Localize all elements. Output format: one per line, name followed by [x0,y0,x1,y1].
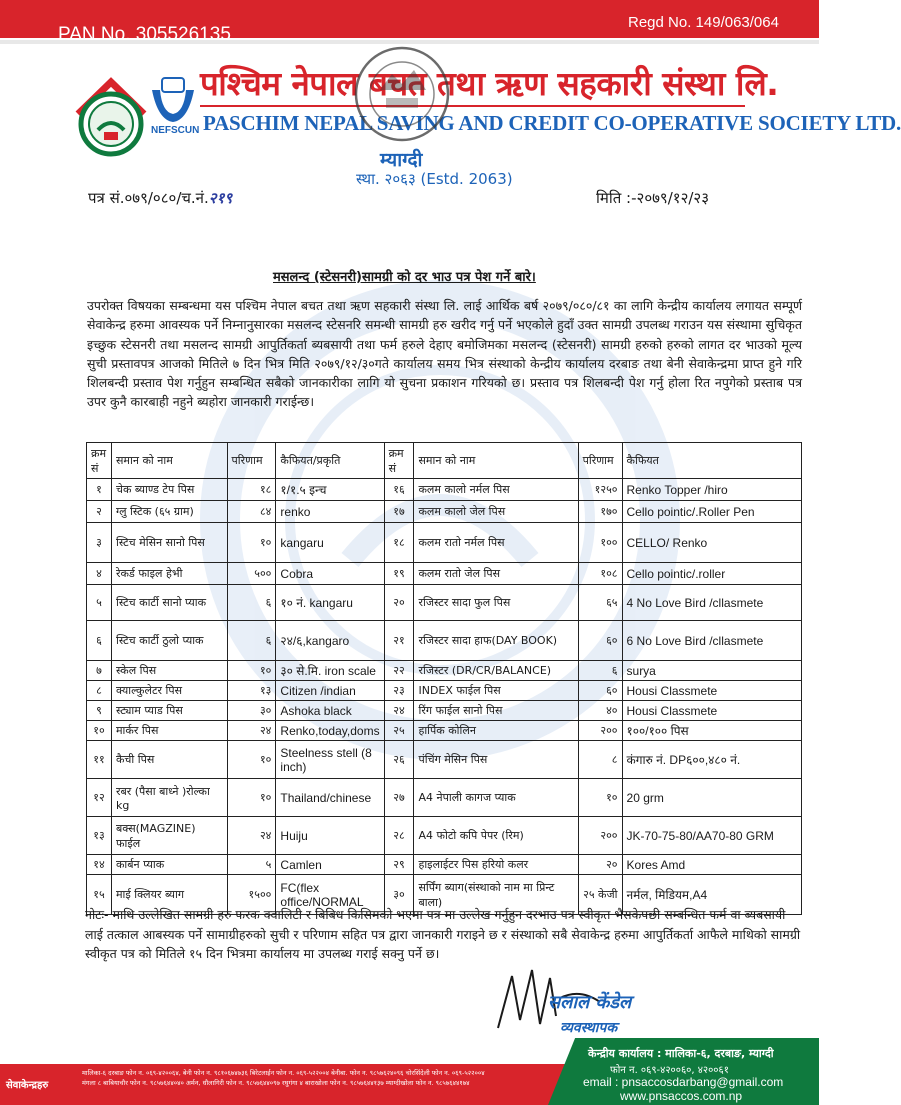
cell-n2: २९ [384,855,414,875]
table-row [87,701,802,721]
cell-n1: ३ [87,523,112,563]
cell-n2: २४ [384,701,414,721]
cell-qty1: १० [227,741,276,779]
cell-n2: २० [384,585,414,621]
manager-title: व्यवस्थापक [560,1020,618,1036]
items-table-body [87,479,802,915]
cell-rem2: Cello pointic/.roller [622,563,801,585]
cell-name1: माई क्लियर ब्याग [111,875,227,915]
items-table [86,442,802,915]
cell-n1: ९ [87,701,112,721]
cell-rem2: नर्मल, मिडियम,A4 [622,875,801,915]
cell-n2: २५ [384,721,414,741]
letter-date: मिति :-२०७९/१२/२३ [596,189,710,207]
cell-name2: कलम कालो जेल पिस [414,501,578,523]
cell-name2: रजिस्टर सादा हाफ(DAY BOOK) [414,621,578,661]
cell-name2: हाइलाईटर पिस हरियो कलर [414,855,578,875]
cell-rem1: १० नं. kangaru [276,585,384,621]
cell-n1: ५ [87,585,112,621]
cell-qty1: १८ [227,479,276,501]
cell-name2: रजिस्टर सादा फुल पिस [414,585,578,621]
cell-rem1: kangaru [276,523,384,563]
cell-qty2: ४० [578,701,622,721]
table-row [87,681,802,701]
table-row [87,817,802,855]
branch-line-1: मालिका-६ दरबाङ फोन न. ०६९-४२००६४, बेनी फोन न. ९८१०६७४७३६ बिरेटलाईन फोन न. ०६९-५२२००४ बेनीबा. फोन न. ९८५७६२४०९६ चोरसिंदेली फोन न. ०६९-५२२००४ [82,1069,485,1077]
cell-name2: सर्पिंग ब्याग(संस्थाको नाम मा प्रिन्ट बाला) [414,875,578,915]
cell-name1: मार्कर पिस [111,721,227,741]
cell-rem2: 4 No Love Bird /cllasmete [622,585,801,621]
cell-rem1: Renko,today,doms [276,721,384,741]
cell-qty1: १५०० [227,875,276,915]
note-text: नोटः- माथि उल्लेखित सामग्री हरु फरक क्वालिटी र बिबिध किसिमको भएमा पत्र मा उल्लेख गर्नुहुन दरभाउ पत्र स्वीकृत भैसकेपछी सम्बन्धित फर्म वा ब्यबसायी लाई तत्काल आबस्यक पर्ने सामाग्रीहरुको सुची र परिणाम सहित पत्र द्वारा जानकारी गराइने छ र संस्थाको सबै सेवाकेन्द्र हरुमा आपुर्तिकर्ता आफैले माथिको सामग्री स्वीकृत पत्र को मितिले १५ दिन भित्रमा कार्यालय मा उपलब्ध गराई सक्नु पर्ने छ। [85,907,801,961]
cell-name1: कैची पिस [111,741,227,779]
office-stamp [352,44,452,144]
cell-n1: ७ [87,661,112,681]
letter-body: उपरोक्त विषयका सम्बन्धमा यस पश्चिम नेपाल बचत तथा ऋण सहकारी संस्था लि. लाई आर्थिक बर्ष २०७९/०८०/८१ का लागि केन्द्रीय कार्यालय लगायत सम्पूर्ण सेवाकेन्द्र हरुमा आवस्यक पर्ने निम्नानुसारका मसलन्द स्टेसनरि समन्धी सामग्री हरु खरीद गर्नु पर्ने भएकोले हुदाँ उक्त सामग्री उपलब्ध गराउन यस संस्थामा सुचिकृत इच्छुक स्टेसनरी तथा मसलन्द सामग्री आपुर्तिकर्ता ब्यबसायी तथा फर्म हरुले देहाए बमोजिमका मसलन्द (स्टेसनरी) सामग्री हरुको हरुको लागत दर भाउको मूल्य सुची प्रस्तावपत्र आजको मितिले ७ दिन भित्र मिति २०७९/१२/३०गते कार्यालय समय भित्र संस्थाको केन्द्रीय कार्यालय दरबाङ तथा बेनी सेवाकेन्द्रमा प्राप्त हुने गरि शिलबन्दी प्रस्ताव पेश गर्नुहुन सम्बन्धित सबैको जानकारीका लागि यो सुचना प्रकाशन गरियको छ। प्रस्ताव पत्र शिलबन्दी पेश गर्नु होला रित नपुगेको प्रस्ताब पत्र उपर कुनै कारबाही नहुने ब्यहोरा जानकारी गराईन्छ। [87,298,802,410]
cell-n1: १३ [87,817,112,855]
cell-rem2: Kores Amd [622,855,801,875]
district-name: म्याग्दी [380,149,423,171]
cell-rem1: Citizen /indian [276,681,384,701]
cell-n2: २६ [384,741,414,779]
col-header-item-left: समान को नाम [111,443,227,479]
col-header-sn-left: क्रम सं [87,443,112,479]
cell-rem1: renko [276,501,384,523]
cell-rem2: CELLO/ Renko [622,523,801,563]
cell-name1: स्टिच कार्टी सानो प्याक [111,585,227,621]
cooperative-logo [68,74,154,160]
cell-n1: १० [87,721,112,741]
cell-qty2: १०८ [578,563,622,585]
table-row [87,779,802,817]
cell-qty2: २०० [578,721,622,741]
cell-qty2: १२५० [578,479,622,501]
cell-n1: ११ [87,741,112,779]
cell-qty2: २० [578,855,622,875]
reference-handwritten-number: २१९ [208,189,233,207]
registration-number: Regd No. 149/063/064 [628,14,779,31]
cell-n1: २ [87,501,112,523]
col-header-qty-left: परिणाम [227,443,276,479]
cell-rem2: Renko Topper /hiro [622,479,801,501]
cell-name2: INDEX फाईल पिस [414,681,578,701]
cell-qty1: १० [227,779,276,817]
manager-name: सलाल केंडेल [548,992,632,1013]
cell-qty1: २४ [227,721,276,741]
cell-name1: स्ट्याम प्याड पिस [111,701,227,721]
cell-qty1: ३० [227,701,276,721]
cell-name1: कार्बन प्याक [111,855,227,875]
cell-n2: २२ [384,661,414,681]
col-header-qty-right: परिणाम [578,443,622,479]
cell-qty2: १७० [578,501,622,523]
cell-rem1: ३० से.मि. iron scale [276,661,384,681]
cell-n1: १ [87,479,112,501]
cell-n2: १७ [384,501,414,523]
cell-n1: ६ [87,621,112,661]
cell-rem1: Cobra [276,563,384,585]
central-office: केन्द्रीय कार्यालय : मालिका-६, दरबाङ, म्याग्दी [588,1047,774,1060]
cell-name2: रिंग फाईल सानो पिस [414,701,578,721]
cell-qty1: ६ [227,621,276,661]
cell-rem1: Thailand/chinese [276,779,384,817]
cell-n1: ८ [87,681,112,701]
cell-name2: कलम कालो नर्मल पिस [414,479,578,501]
table-row [87,621,802,661]
table-row [87,563,802,585]
cell-name1: बक्स(MAGZINE) फाईल [111,817,227,855]
cell-qty2: ६० [578,681,622,701]
cell-rem1: Camlen [276,855,384,875]
cell-n2: २३ [384,681,414,701]
cell-rem1: Steelness stell (8 inch) [276,741,384,779]
cell-n2: १९ [384,563,414,585]
reference-prefix: पत्र सं.०७९/०८०/च.नं. [88,189,209,207]
cell-rem2: Housi Classmete [622,681,801,701]
cell-name2: A4 फोटो कपि पेपर (रिम) [414,817,578,855]
reference-number [88,188,232,208]
cell-qty1: १० [227,661,276,681]
cell-qty2: ८ [578,741,622,779]
office-email: email : pnsaccosdarbang@gmail.com [583,1075,784,1089]
cell-name2: रजिस्टर (DR/CR/BALANCE) [414,661,578,681]
cell-n2: २८ [384,817,414,855]
cell-rem1: FC(flex office/NORMAL [276,875,384,915]
table-row [87,479,802,501]
table-row [87,721,802,741]
branch-line-2: मंगला ८ बाबियाचौर फोन न. ९८५७६४४०४० अर्मन, धौलागिरी फोन न. ९८५७६४४०९७ रघुगंगा ४ बाराखोला फोन न. ९८५७६४४१३७ म्याग्दीखोला फोन न. ९८५७६४४१७४ [82,1079,470,1087]
table-row [87,741,802,779]
cell-qty1: ५०० [227,563,276,585]
branch-label: सेवाकेन्द्रहरु [6,1080,49,1091]
cell-name1: रेकर्ड फाइल हेभी [111,563,227,585]
nefscun-label: NEFSCUN [151,125,200,136]
cell-rem2: 20 grm [622,779,801,817]
cell-name1: स्टिच कार्टी ठुलो प्याक [111,621,227,661]
branch-list [82,1068,542,1088]
cell-n1: १२ [87,779,112,817]
cell-rem2: Cello pointic/.Roller Pen [622,501,801,523]
col-header-sn-right: क्रम सं [384,443,414,479]
office-phone: फोन न. ०६९-४२००६०, ४२००६१ [610,1065,729,1076]
cell-name1: क्याल्कुलेटर पिस [111,681,227,701]
cell-rem2: Housi Classmete [622,701,801,721]
cell-n2: २७ [384,779,414,817]
table-row [87,855,802,875]
cell-rem2: १००/१०० पिस [622,721,801,741]
cell-name1: चेक ब्याण्ड टेप पिस [111,479,227,501]
cell-qty1: ६ [227,585,276,621]
table-row [87,501,802,523]
org-name-english: PASCHIM NEPAL SAVING AND CREDIT CO-OPERATIVE SOCIETY LTD. [203,111,901,135]
cell-name2: हार्पिक कोलिन [414,721,578,741]
cell-name2: पंचिंग मेसिन पिस [414,741,578,779]
cell-rem2: JK-70-75-80/AA70-80 GRM [622,817,801,855]
cell-name1: रबर (पैसा बाध्ने )रोल्का kg [111,779,227,817]
cell-name2: A4 नेपाली कागज प्याक [414,779,578,817]
cell-name1: स्टिच मेसिन सानो पिस [111,523,227,563]
title-underline [200,105,745,107]
col-header-remarks-right: कैफियत [622,443,801,479]
cell-qty1: ५ [227,855,276,875]
cell-n2: ३० [384,875,414,915]
cell-n1: १५ [87,875,112,915]
col-header-item-right: समान को नाम [414,443,578,479]
table-row [87,585,802,621]
office-website: www.pnsaccos.com.np [620,1089,743,1103]
cell-name2: कलम रातो नर्मल पिस [414,523,578,563]
cell-qty2: ६० [578,621,622,661]
table-header-row [87,443,802,479]
col-header-remarks-left: कैफियत/प्रकृति [276,443,384,479]
cell-rem1: १/१.५ इन्च [276,479,384,501]
table-row [87,661,802,681]
cell-n2: १६ [384,479,414,501]
cell-rem1: २४/६,kangaro [276,621,384,661]
pan-number: PAN No. 305526135 [58,24,231,45]
cell-qty1: १० [227,523,276,563]
cell-n2: १८ [384,523,414,563]
cell-rem2: surya [622,661,801,681]
established-year: स्था. २०६३ (Estd. 2063) [356,170,513,188]
cell-qty2: २५ केजी [578,875,622,915]
cell-name2: कलम रातो जेल पिस [414,563,578,585]
table-row [87,523,802,563]
cell-qty1: १३ [227,681,276,701]
cell-qty2: १० [578,779,622,817]
cell-qty2: १०० [578,523,622,563]
cell-n2: २१ [384,621,414,661]
cell-qty1: ८४ [227,501,276,523]
letter-subject: मसलन्द (स्टेसनरी)सामग्री को दर भाउ पत्र पेश गर्ने बारे। [273,270,536,285]
cell-name1: ग्लु स्टिक (६५ ग्राम) [111,501,227,523]
cell-n1: १४ [87,855,112,875]
cell-rem2: कंगारु नं. DP६००,४८० नं. [622,741,801,779]
cell-n1: ४ [87,563,112,585]
cell-qty2: २०० [578,817,622,855]
cell-qty2: ६ [578,661,622,681]
cell-rem1: Huiju [276,817,384,855]
cell-name1: स्केल पिस [111,661,227,681]
org-name-nepali: पश्चिम नेपाल बचत तथा ऋण सहकारी संस्था लि. [200,64,779,103]
cell-qty1: २४ [227,817,276,855]
cell-qty2: ६५ [578,585,622,621]
cell-rem2: 6 No Love Bird /cllasmete [622,621,801,661]
cell-rem1: Ashoka black [276,701,384,721]
